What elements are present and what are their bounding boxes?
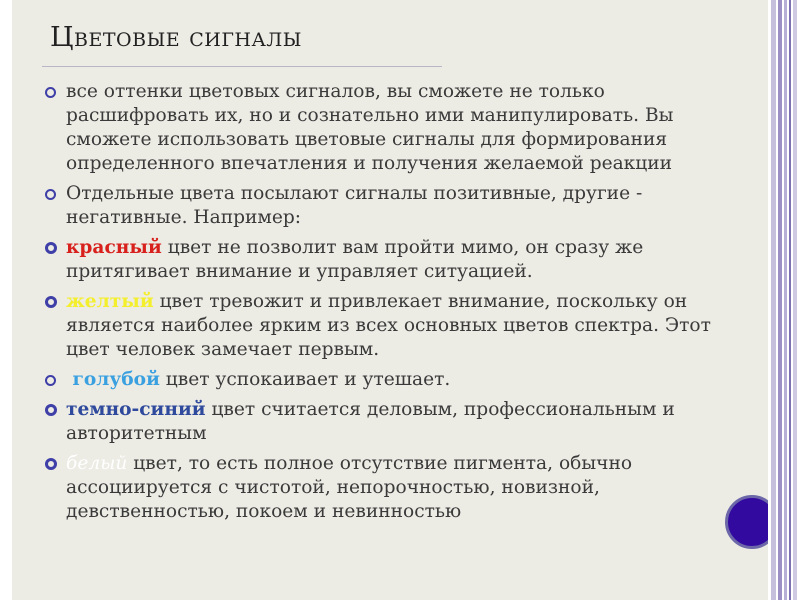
color-word-light-blue: голубой xyxy=(66,369,160,390)
list-item xyxy=(38,290,714,362)
slide-title: Цветовые сигналы xyxy=(50,22,302,53)
item-text: цвет считается деловым, профессиональным и авторитетным xyxy=(66,399,675,444)
bullet-icon xyxy=(45,296,57,308)
list-item xyxy=(38,398,714,446)
list-item xyxy=(38,368,714,392)
bullet-icon xyxy=(45,242,57,254)
decor-stripe-2 xyxy=(778,0,782,600)
bullet-icon xyxy=(45,375,56,386)
item-text: цвет не позволит вам пройти мимо, он сразу же притягивает внимание и управляет ситуацией. xyxy=(66,237,644,282)
item-text: цвет тревожит и привлекает внимание, поскольку он является наиболее ярким из всех основных цветов спектра. Этот цвет человек замечает первым. xyxy=(66,291,711,360)
decor-circle xyxy=(725,495,768,549)
decor-stripe-3 xyxy=(784,0,787,600)
color-word-white: белый xyxy=(66,453,128,474)
title-underline xyxy=(42,66,442,67)
decor-stripe-1 xyxy=(771,0,776,600)
item-text: Отдельные цвета посылают сигналы позитивные, другие - негативные. Например: xyxy=(66,183,643,228)
item-text: цвет успокаивает и утешает. xyxy=(159,369,451,390)
bullet-icon xyxy=(45,404,57,416)
item-text: все оттенки цветовых сигналов, вы сможете не только расшифровать их, но и сознательно ими манипулировать. Вы сможете использовать цветовые сигналы для формирования определенного впечатления и получения желаемой реакции xyxy=(66,81,674,174)
list-item xyxy=(38,452,714,524)
color-word-navy: темно-синий xyxy=(66,399,206,420)
list-item xyxy=(38,236,714,284)
decor-stripe-4 xyxy=(789,0,791,600)
bullet-icon xyxy=(45,189,56,200)
list-item xyxy=(38,80,714,176)
slide xyxy=(12,0,768,600)
color-word-red: красный xyxy=(66,237,162,258)
color-word-yellow: желтый xyxy=(66,291,154,312)
list-item xyxy=(38,182,714,230)
bullet-icon xyxy=(45,87,56,98)
bullet-list xyxy=(38,80,714,530)
bullet-icon xyxy=(45,458,57,470)
decor-stripe-5 xyxy=(793,0,797,600)
item-text: цвет, то есть полное отсутствие пигмента, обычно ассоциируется с чистотой, непорочностью, новизной, девственностью, покоем и невинностью xyxy=(66,453,633,522)
